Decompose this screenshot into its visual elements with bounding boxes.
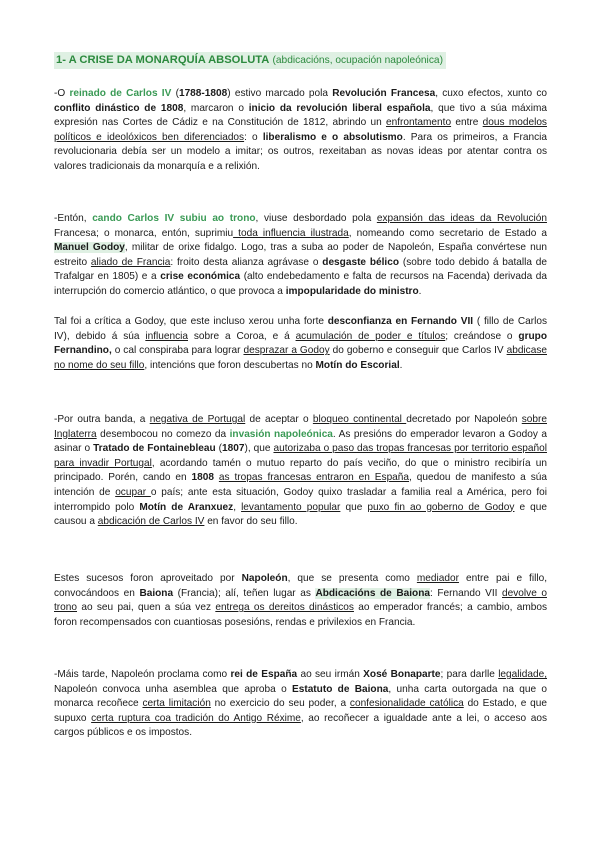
text-run: 1788-1808 xyxy=(178,88,228,99)
text-run: desconfianza en Fernando VII xyxy=(327,316,474,327)
text-run: 1808 xyxy=(191,472,214,484)
text-run: decretado por Napoleón xyxy=(406,414,522,425)
text-run: , marcaron o xyxy=(183,102,249,114)
text-run: ; para darlle xyxy=(440,669,499,680)
text-run: grupo Fernandino, xyxy=(54,330,547,357)
text-run: (Francia); alí, teñen lugar as xyxy=(173,587,316,599)
text-run: no exercicio do seu poder, a xyxy=(210,698,350,710)
text-run: do goberno e conseguir que Carlos IV xyxy=(329,345,507,357)
text-run: inicio da revolución liberal española xyxy=(248,102,431,114)
text-run: , viuse desbordado pola xyxy=(255,213,377,224)
text-run: desgaste bélico xyxy=(322,256,400,268)
text-run: expansión das ideas da Revolución xyxy=(376,213,547,224)
text-run: -O xyxy=(54,88,70,99)
text-run: Abdicacións de Baiona xyxy=(315,587,430,599)
section-title xyxy=(54,52,446,69)
text-run: , quedou de manifesto a súa intención de xyxy=(54,472,547,498)
text-run: entre xyxy=(451,117,483,129)
text-run: , unha carta outorgada na que o monarca recoñece xyxy=(54,683,548,710)
text-run: sobre a Coroa, e á xyxy=(188,330,296,342)
paragraph-fernando-vii xyxy=(54,315,547,373)
text-run: en favor do seu fillo. xyxy=(204,516,298,528)
paragraph-reinado-carlos-iv xyxy=(54,87,547,175)
text-run: entrega os dereitos dinásticos xyxy=(215,602,354,614)
text-run: o país; ante esta situación, Godoy quixo trasladar a familia real a América, pero foi interrompido polo xyxy=(54,486,547,513)
text-run: e que causou a xyxy=(54,501,548,528)
text-run: certa ruptura coa tradición do Antigo Réxime xyxy=(91,712,301,724)
text-run: invasión napoleónica xyxy=(229,428,333,440)
text-run: . xyxy=(399,359,403,371)
text-run: ao emperador francés; a cambio, ambos foron recompensados con cuantiosas posesións, rendas e privilexios en Francia. xyxy=(54,602,548,628)
text-run: , intencións que foron descubertas no xyxy=(144,359,316,371)
text-run: , acordando tamén o mutuo reparto do país veciño, do que o ministro recibiría un principado. Porén, cando en xyxy=(54,457,548,484)
text-run: ao seu pai, quen a súa vez xyxy=(77,602,216,614)
paragraph-invasion-napoleonica xyxy=(54,413,547,530)
text-run: Motín de Aranxuez xyxy=(139,501,234,513)
text-run: as tropas francesas entraron en España xyxy=(218,472,410,484)
text-run: -Máis tarde, Napoleón proclama como xyxy=(54,669,231,680)
text-run: , xyxy=(233,501,242,513)
text-run: ocupar xyxy=(115,486,151,498)
text-run: -Por outra banda, a xyxy=(54,414,150,425)
text-run: , nomeando como secretario de Estado a xyxy=(348,227,548,239)
text-run: Tratado de Fontainebleau xyxy=(93,443,216,455)
text-run: toda influencia ilustrada xyxy=(233,227,349,239)
text-run: Estatuto de Baiona xyxy=(291,683,389,695)
text-run: : Fernando VII xyxy=(430,587,503,599)
text-run: Revolución Francesa xyxy=(332,88,436,99)
text-run: o cal conspiraba para lograr xyxy=(111,345,244,357)
text-run: dous modelos políticos e ideolóxicos ben diferenciados xyxy=(54,117,547,143)
section-title-main: 1- A CRISE DA MONARQUÍA ABSOLUTA xyxy=(56,54,270,66)
text-run: Napoleón xyxy=(241,573,288,584)
text-run: abdicación de Carlos IV xyxy=(97,516,205,528)
text-run: Baiona xyxy=(139,587,174,599)
text-run: , ao recoñecer a igualdade ante a lei, o acceso aos cargos públicos e os impostos. xyxy=(54,712,547,739)
text-run: ( xyxy=(215,443,223,455)
text-run: Estes sucesos foron aproveitado por xyxy=(54,573,242,584)
text-run: 1807 xyxy=(222,443,245,455)
text-run: de aceptar o xyxy=(245,414,313,425)
text-run: mediador xyxy=(416,573,459,584)
text-run: : o xyxy=(244,131,263,143)
paragraph-xose-bonaparte xyxy=(54,668,547,741)
text-run: desembocou no comezo da xyxy=(96,428,230,440)
text-run: Tal foi a crítica a Godoy, que este incluso xerou unha forte xyxy=(54,316,328,327)
text-run: , militar de orixe fidalgo. Logo, tras a suba ao poder de Napoleón, España convértese nun estreito xyxy=(54,242,548,268)
text-run: ), que xyxy=(244,443,274,455)
paragraph-abdicacions-baiona xyxy=(54,572,547,630)
text-run: que xyxy=(340,501,368,513)
text-run: -Entón, xyxy=(54,213,93,224)
text-run: acumulación de poder e títulos xyxy=(295,330,446,342)
text-run: autorizaba o paso das tropas francesas por territorio español para invadir Portugal xyxy=(54,443,547,469)
text-run: . Para os primeiros, a Francia revolucionaria debía ser un modelo a imitar; os outros, rexeitaban as novas ideas por atentar contra os valores tradicionais da monarquía e a relixión. xyxy=(54,131,547,172)
text-run: (alto endebedamento e falta de recursos na Facenda) derivada da interrupción do comercio atlántico, o que provoca a xyxy=(54,271,547,297)
text-run: enfrontamento xyxy=(385,117,452,129)
text-run: legalidade, xyxy=(498,669,548,680)
text-run: impopularidade do ministro xyxy=(285,285,419,297)
text-run: Manuel Godoy xyxy=(54,242,125,254)
text-run: (sobre todo debido á batalla de Trafalgar en 1805) e a xyxy=(54,256,548,283)
text-run: Motín do Escorial xyxy=(315,359,400,371)
text-run: ; creándose o xyxy=(445,330,519,342)
text-run: , cuxo efectos, xunto co xyxy=(435,88,547,99)
text-run: desprazar a Godoy xyxy=(243,345,330,357)
text-run: confesionalidade católica xyxy=(349,698,464,710)
text-run: negativa de Portugal xyxy=(149,414,246,425)
text-run: abdicase no nome do seu fillo xyxy=(54,345,547,371)
text-run: bloqueo continental xyxy=(312,414,407,425)
text-run: , que se presenta como xyxy=(287,573,417,584)
text-run: cando Carlos IV subiu ao trono xyxy=(92,213,256,224)
text-run: levantamento popular xyxy=(241,501,341,513)
text-run: reinado de Carlos IV xyxy=(69,88,172,99)
text-run: Francesa; o monarca, entón, suprimiu xyxy=(54,227,234,239)
text-run: do Estado, e que supuxo xyxy=(54,698,547,724)
text-run: conflito dinástico de 1808 xyxy=(54,102,184,114)
text-run: Xosé Bonaparte xyxy=(363,669,441,680)
text-run: devolve o trono xyxy=(54,587,547,614)
text-run: liberalismo e o absolutismo xyxy=(262,131,403,143)
text-run: aliado de Francia xyxy=(90,256,171,268)
text-run: rei de España xyxy=(230,669,298,680)
text-run: influencia xyxy=(145,330,188,342)
text-run: ( xyxy=(171,88,179,99)
text-run: certa limitación xyxy=(142,698,211,710)
text-run: crise económica xyxy=(160,271,241,283)
text-run: entre pai e fillo, convocándoos en xyxy=(54,573,548,599)
text-run: . xyxy=(418,285,422,297)
text-run: ( fillo de Carlos IV), debido á súa xyxy=(54,316,547,342)
text-run: sobre Inglaterra xyxy=(54,414,547,440)
text-run: : froito desta alianza agrávase o xyxy=(170,256,323,268)
text-run: , que tivo a súa máxima expresión nas Cortes de Cádiz e na Constitución de 1812, abrindo un xyxy=(54,102,547,129)
text-run: ) estivo marcado pola xyxy=(227,88,333,99)
text-run: . As presións do emperador levaron a Godoy a asinar o xyxy=(54,428,547,455)
text-run: ao seu irmán xyxy=(297,669,364,680)
paragraph-godoy xyxy=(54,212,547,300)
text-run: puxo fin ao goberno de Godoy xyxy=(367,501,515,513)
section-title-subtitle: (abdicacións, ocupación napoleónica) xyxy=(272,55,443,66)
text-run: Napoleón convoca unha asemblea que aproba o xyxy=(54,683,292,695)
